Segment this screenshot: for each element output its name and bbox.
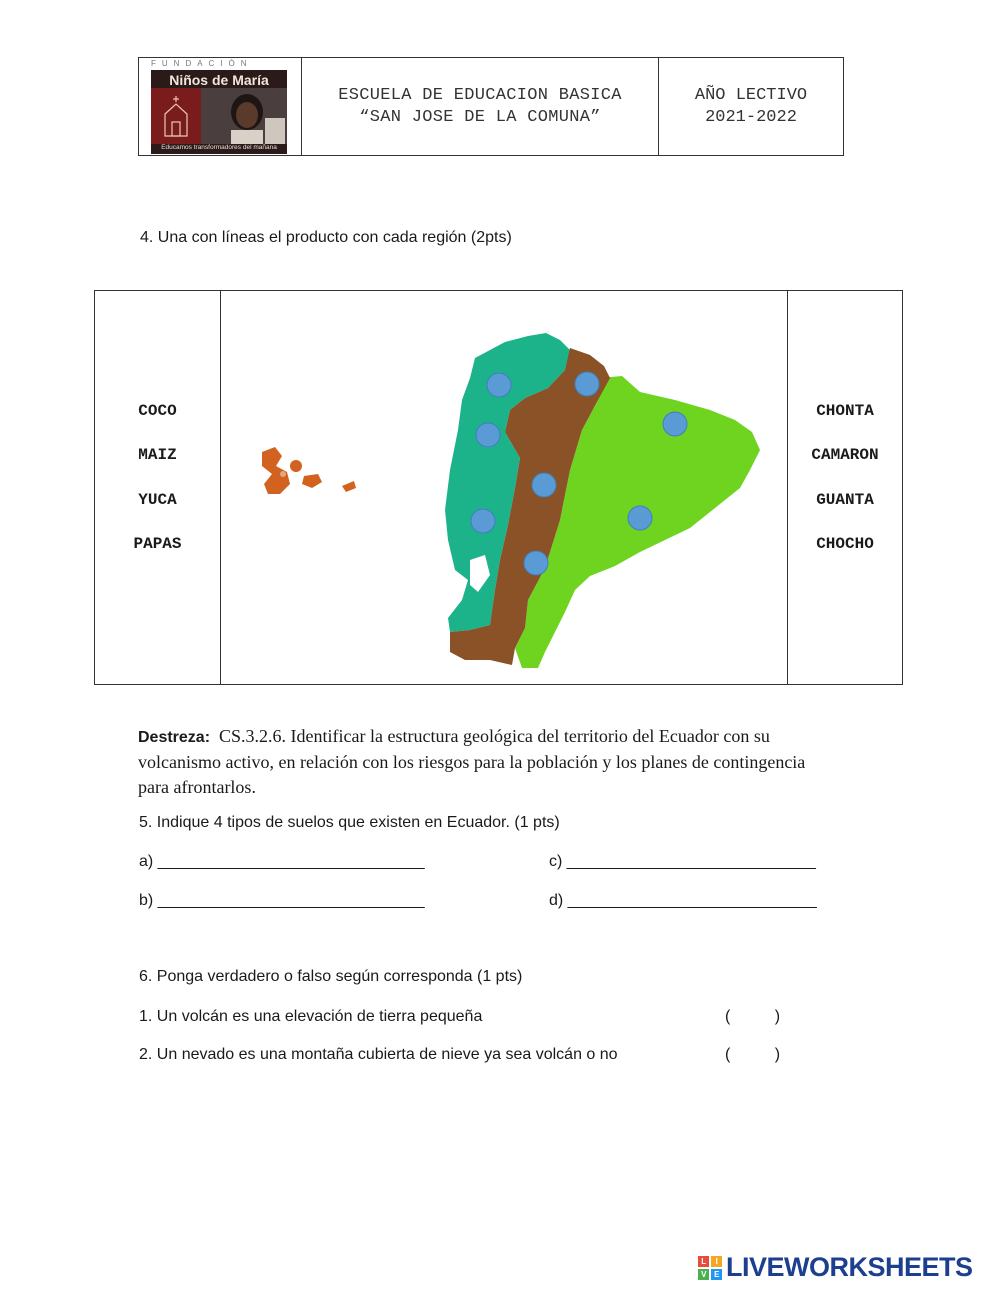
logo-tagline: Educamos transformadores del mañana bbox=[161, 144, 277, 151]
product-item[interactable]: CHONTA bbox=[816, 402, 874, 420]
ecuador-regions-map bbox=[222, 292, 786, 683]
map-island bbox=[302, 474, 322, 488]
table-divider bbox=[787, 290, 788, 685]
map-dot[interactable] bbox=[524, 551, 548, 575]
year-value: 2021-2022 bbox=[705, 107, 797, 127]
map-dot[interactable] bbox=[575, 372, 599, 396]
child-photo-icon bbox=[201, 88, 287, 144]
liveworksheets-logo-icon: L I V E bbox=[698, 1256, 722, 1280]
question-5-title: 5. Indique 4 tipos de suelos que existen en Ecuador. (1 pts) bbox=[139, 814, 560, 831]
logo-image bbox=[151, 70, 287, 154]
table-divider bbox=[220, 290, 221, 685]
product-item[interactable]: MAIZ bbox=[138, 446, 177, 464]
true-false-answer[interactable]: ( ) bbox=[725, 1008, 781, 1025]
question-4-title: 4. Una con líneas el producto con cada región (2pts) bbox=[140, 229, 512, 246]
answer-blank-c[interactable]: c) ____________________________ bbox=[549, 853, 816, 870]
answer-blank-d[interactable]: d) ____________________________ bbox=[549, 892, 817, 909]
product-item[interactable]: CHOCHO bbox=[816, 535, 874, 553]
product-item[interactable]: GUANTA bbox=[816, 491, 874, 509]
map-dot[interactable] bbox=[628, 506, 652, 530]
logo-top-text: FUNDACIÓN bbox=[151, 59, 253, 68]
skill-label: Destreza: bbox=[138, 729, 211, 746]
map-dot[interactable] bbox=[476, 423, 500, 447]
product-item[interactable]: PAPAS bbox=[133, 535, 182, 553]
school-line-2: “SAN JOSE DE LA COMUNA” bbox=[359, 107, 601, 127]
answer-blank-b[interactable]: b) ______________________________ bbox=[139, 892, 425, 909]
true-false-statement: 1. Un volcán es una elevación de tierra pequeña bbox=[139, 1008, 483, 1025]
map-dot[interactable] bbox=[532, 473, 556, 497]
liveworksheets-wordmark: LIVEWORKSHEETS bbox=[726, 1252, 973, 1282]
liveworksheets-brand bbox=[698, 1252, 973, 1283]
skill-text: CS.3.2.6. Identificar la estructura geológica del territorio del Ecuador con su volcanismo activo, en relación con los riesgos para la población y los planes de contingencia para afrontarlos. bbox=[138, 726, 806, 797]
map-island bbox=[290, 460, 302, 472]
true-false-statement: 2. Un nevado es una montaña cubierta de nieve ya sea volcán o no bbox=[139, 1046, 618, 1063]
logo-name: Niños de María bbox=[169, 72, 269, 88]
product-item[interactable]: YUCA bbox=[138, 491, 177, 509]
question-6-title: 6. Ponga verdadero o falso según corresponda (1 pts) bbox=[139, 968, 523, 985]
school-header bbox=[138, 57, 844, 156]
true-false-answer[interactable]: ( ) bbox=[725, 1046, 781, 1063]
year-label: AÑO LECTIVO bbox=[694, 85, 808, 105]
map-region-galapagos bbox=[262, 447, 290, 494]
map-dot[interactable] bbox=[471, 509, 495, 533]
map-dot[interactable] bbox=[487, 373, 511, 397]
school-line-1: ESCUELA DE EDUCACION BASICA bbox=[338, 85, 622, 105]
school-logo bbox=[139, 58, 302, 155]
product-item[interactable]: COCO bbox=[138, 402, 177, 420]
skill-statement bbox=[138, 724, 838, 800]
map-island bbox=[342, 481, 356, 492]
school-year bbox=[659, 58, 843, 155]
map-dot[interactable] bbox=[663, 412, 687, 436]
answer-blank-a[interactable]: a) ______________________________ bbox=[139, 853, 425, 870]
school-name bbox=[302, 58, 659, 155]
church-icon bbox=[151, 88, 201, 144]
product-item[interactable]: CAMARON bbox=[811, 446, 879, 464]
